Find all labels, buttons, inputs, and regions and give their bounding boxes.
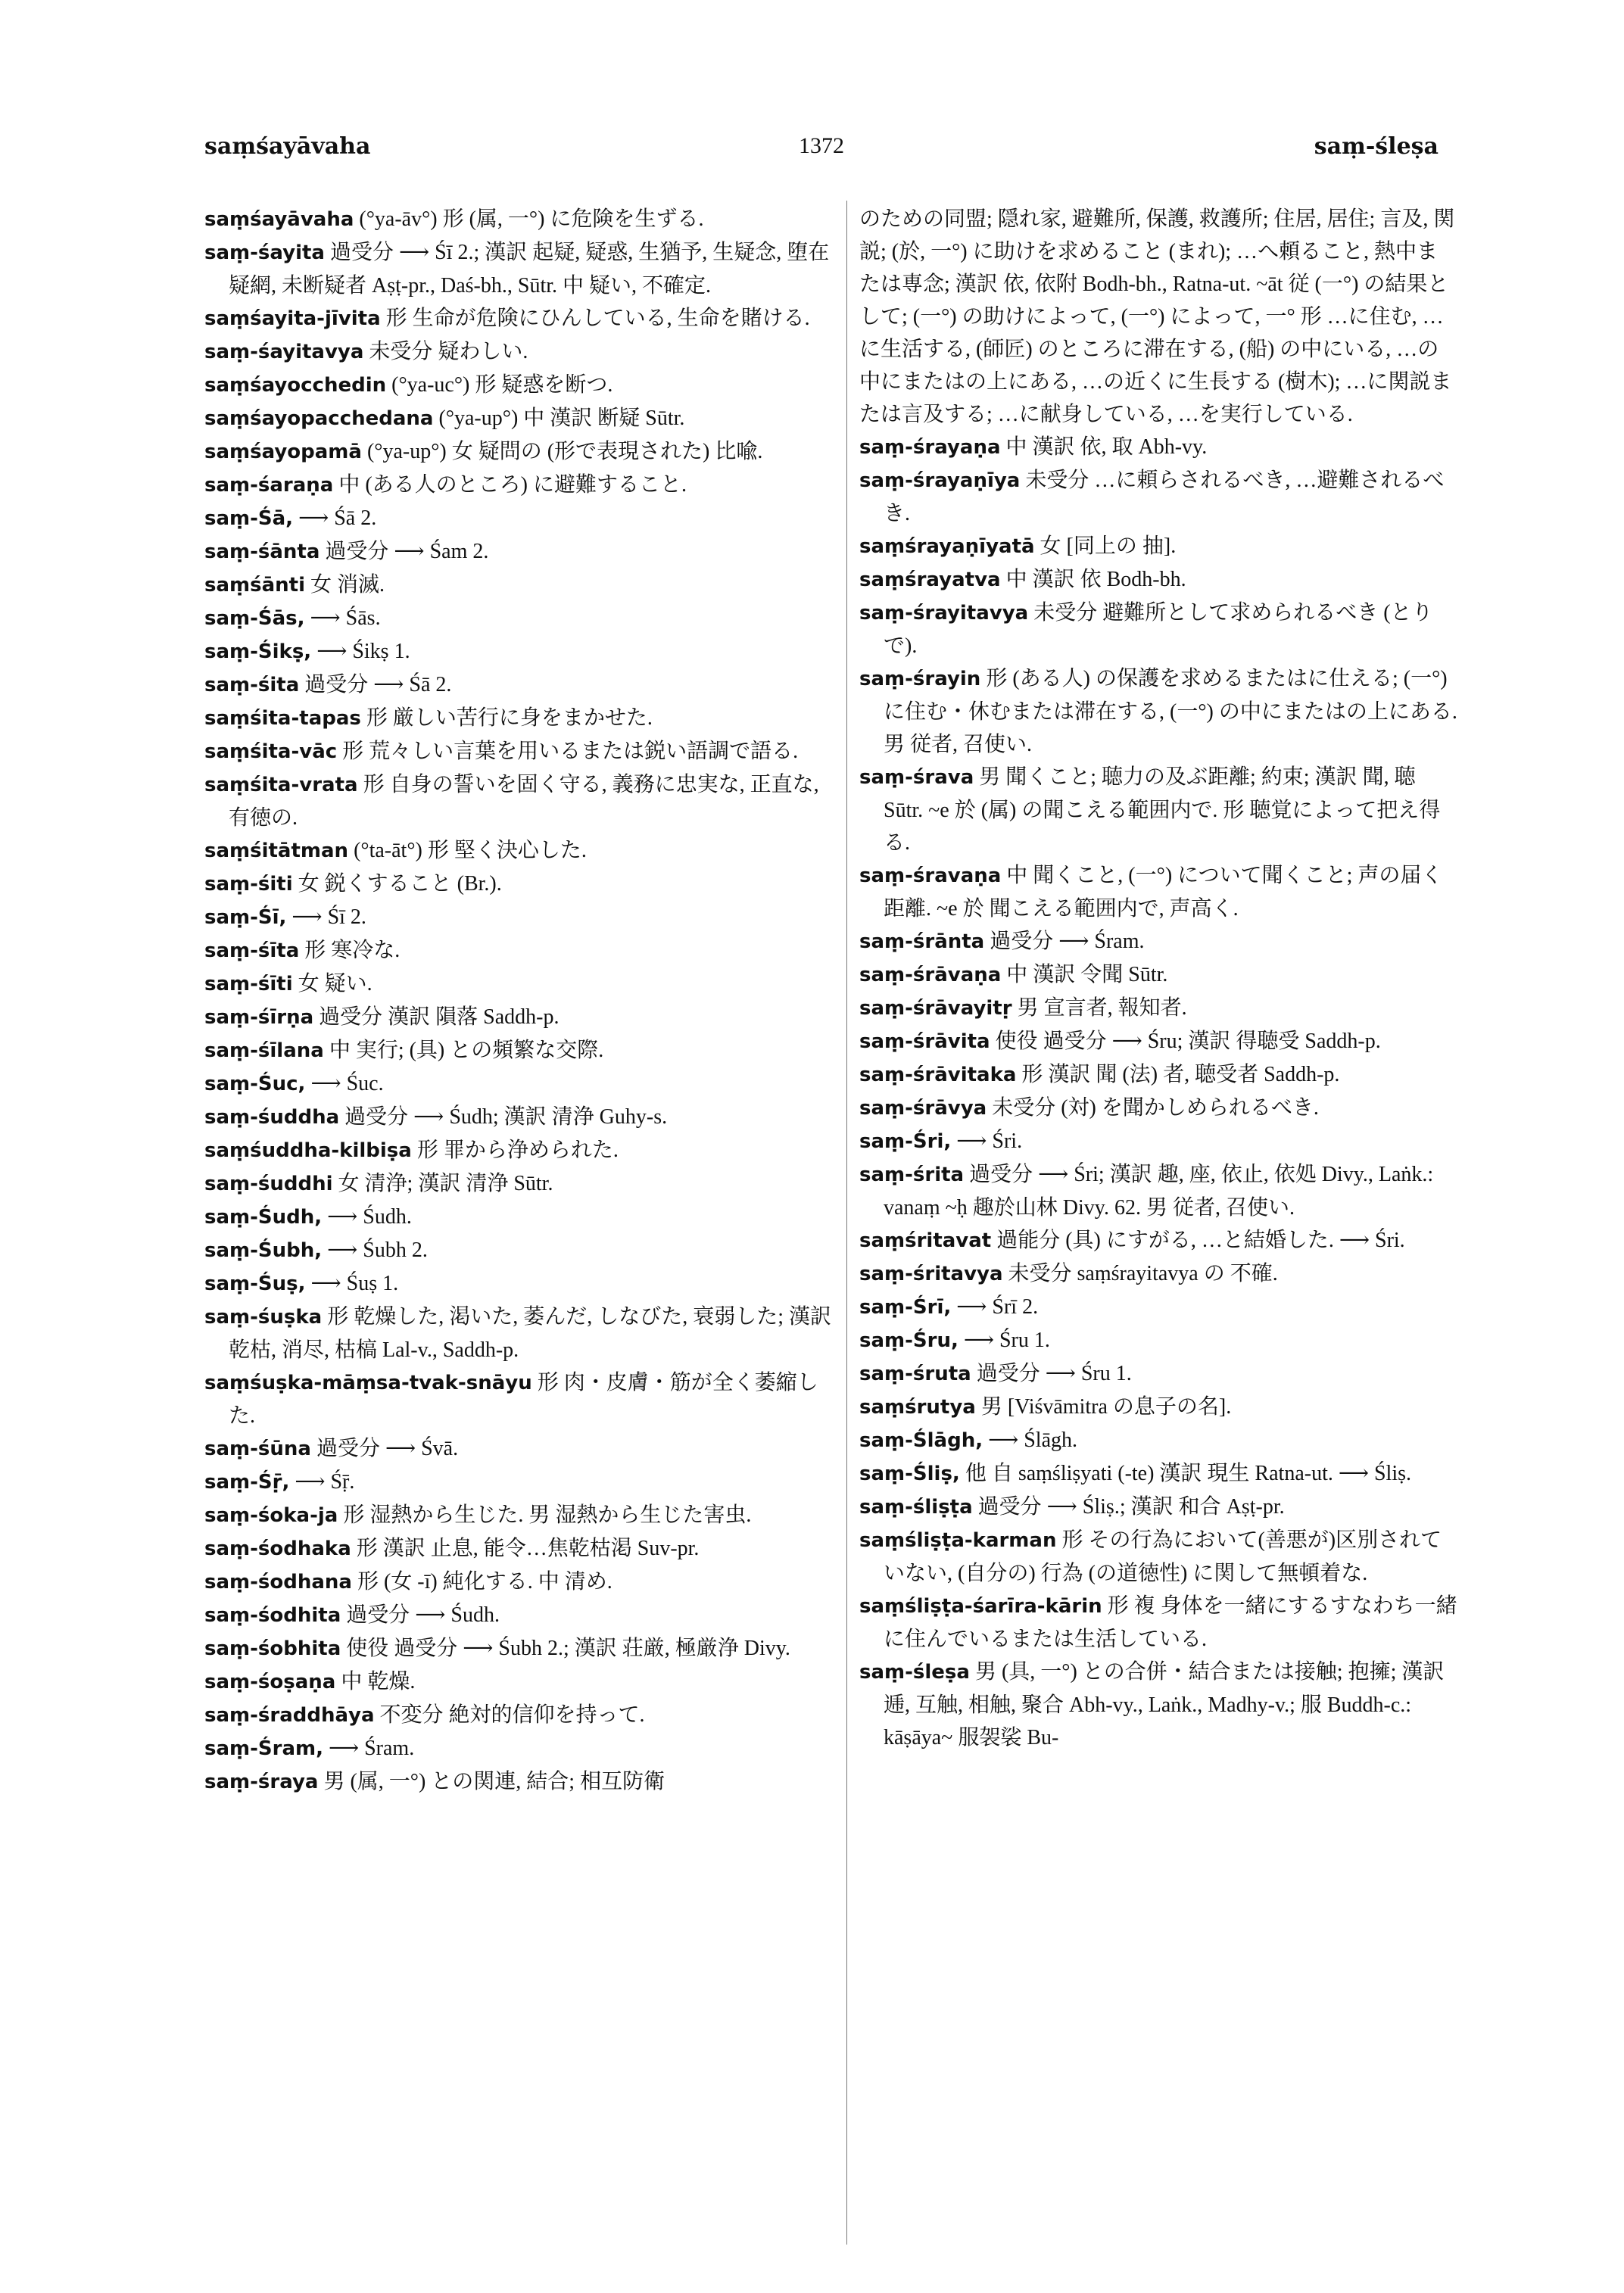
dictionary-entry: [859, 761, 1457, 859]
entry-headword: saṃ-śayitavya: [204, 341, 364, 363]
dictionary-entry: [204, 402, 844, 435]
entry-headword: saṃ-śodhaka: [204, 1537, 351, 1560]
entry-headword: saṃ-śobhita: [204, 1637, 341, 1660]
entry-definition: 中 聞くこと, (一°) について聞くこと; 声の届く距離. ~e 於 聞こえる範囲内で, 声高く.: [884, 864, 1443, 921]
entry-headword: saṃśrayaṇīyatā: [859, 535, 1035, 558]
entry-headword: saṃ-Śās,: [204, 607, 305, 630]
entry-headword: saṃśliṣṭa-śarīra-kārin: [859, 1595, 1102, 1618]
dictionary-entry: [204, 967, 844, 1001]
entry-definition: 形 乾燥した, 渇いた, 萎んだ, しなびた, 衰弱した; 漢訳 乾枯, 消尽, 枯槁 Lal-v., Saddh-p.: [229, 1305, 831, 1362]
entry-definition: ⟶ Śī 2.: [286, 905, 366, 929]
dictionary-entry: [859, 1092, 1457, 1125]
dictionary-entry: [204, 1632, 844, 1665]
dictionary-entry: [204, 1067, 844, 1101]
dictionary-entry: [859, 859, 1457, 925]
entry-headword: saṃśuddha-kilbiṣa: [204, 1139, 412, 1162]
entry-definition: 過受分 ⟶ Śri; 漢訳 趣, 座, 依止, 依処 Divy., Laṅk.: vanaṃ ~ḥ 趣於山林 Divy. 62. 男 従者, 召使い.: [884, 1163, 1434, 1220]
right-column: [859, 203, 1457, 1754]
entry-headword: saṃ-śrāvitaka: [859, 1064, 1017, 1086]
entry-definition: (°ya-āv°) 形 (属, 一°) に危険を生ずる.: [354, 207, 704, 231]
entry-definition: 女 疑い.: [292, 972, 372, 995]
entry-headword: saṃ-Śrī,: [859, 1296, 952, 1319]
dictionary-entry: [204, 1366, 844, 1432]
entry-headword: saṃ-śravaṇa: [859, 865, 1002, 887]
entry-definition: 男 聞くこと; 聴力の及ぶ距離; 約束; 漢訳 聞, 聴 Sūtr. ~e 於 (属) の聞こえる範囲内で. 形 聴覚によって把え得る.: [884, 765, 1441, 855]
entry-definition: ⟶ Śās.: [304, 606, 381, 630]
running-head-left: saṃśayāvaha: [204, 133, 371, 160]
entry-definition: 形 その行為において(善悪が)区別されていない, (自分の) 行為 (の道徳性) に関して無頓着な.: [884, 1528, 1442, 1585]
dictionary-entry: [204, 735, 844, 768]
entry-headword: saṃ-Śā,: [204, 507, 294, 530]
dictionary-entry: [204, 1732, 844, 1765]
dictionary-entry: [204, 602, 844, 635]
dictionary-entry: [859, 958, 1457, 992]
entry-definition: 過受分 ⟶ Śvā.: [310, 1437, 459, 1460]
dictionary-entry: [204, 635, 844, 668]
entry-headword: saṃśayopamā: [204, 441, 362, 463]
dictionary-entry: [859, 1424, 1457, 1457]
dictionary-entry: [859, 925, 1457, 958]
entry-definition: 過受分 漢訳 隕落 Saddh-p.: [313, 1005, 560, 1029]
dictionary-entry: [859, 1158, 1457, 1224]
entry-definition: 中 乾燥.: [335, 1670, 416, 1693]
page-header: [204, 133, 1439, 171]
entry-headword: saṃ-Śri,: [859, 1130, 952, 1153]
entry-definition: 使役 過受分 ⟶ Śubh 2.; 漢訳 荘厳, 極厳浄 Divy.: [341, 1637, 790, 1660]
dictionary-entry: [204, 203, 844, 236]
dictionary-entry: [204, 768, 844, 834]
entry-headword: saṃśānti: [204, 574, 305, 597]
entry-headword: saṃ-śraddhāya: [204, 1704, 375, 1727]
entry-headword: saṃśuṣka-māṃsa-tvak-snāyu: [204, 1372, 532, 1394]
entry-headword: saṃ-śānta: [204, 541, 320, 563]
entry-definition: 形 湿熱から生じた. 男 湿熱から生じた害虫.: [338, 1503, 752, 1527]
entry-headword: saṃ-Ślāgh,: [859, 1429, 983, 1452]
entry-headword: saṃ-śīrṇa: [204, 1006, 314, 1029]
entry-definition: 過受分 ⟶ Śā 2.: [299, 673, 452, 696]
dictionary-entry: [204, 435, 844, 469]
entry-headword: saṃ-śodhana: [204, 1571, 352, 1594]
dictionary-entry: [204, 868, 844, 901]
entry-headword: saṃ-śoka-ja: [204, 1504, 338, 1527]
right-column-entries: [859, 431, 1457, 1754]
entry-definition: ⟶ Śudh.: [322, 1205, 412, 1229]
entry-headword: saṃśita-vāc: [204, 740, 338, 763]
entry-headword: saṃ-Śuṣ,: [204, 1273, 306, 1295]
entry-headword: saṃ-Śubh,: [204, 1239, 323, 1262]
dictionary-entry: [859, 1491, 1457, 1524]
dictionary-entry: [204, 1167, 844, 1201]
dictionary-entry: [204, 302, 844, 335]
dictionary-entry: [859, 1590, 1457, 1656]
entry-definition: ⟶ Śubh 2.: [322, 1238, 428, 1262]
dictionary-entry: [204, 702, 844, 735]
dictionary-entry: [859, 464, 1457, 530]
dictionary-entry: [204, 535, 844, 569]
dictionary-entry: [859, 530, 1457, 563]
entry-definition: ⟶ Śrī 2.: [951, 1295, 1039, 1319]
entry-definition: (°ya-up°) 女 疑問の (形で表現された) 比喩.: [361, 440, 763, 463]
entry-headword: saṃ-śrāvayitṛ: [859, 997, 1012, 1020]
dictionary-entry: [204, 1499, 844, 1532]
entry-headword: saṃ-śruta: [859, 1363, 971, 1385]
dictionary-entry: [859, 1025, 1457, 1058]
entry-headword: saṃśrutya: [859, 1396, 976, 1419]
entry-headword: saṃ-śīta: [204, 939, 300, 962]
entry-definition: 使役 過受分 ⟶ Śru; 漢訳 得聴受 Saddh-p.: [990, 1030, 1381, 1053]
entry-headword: saṃ-Śṝ,: [204, 1471, 290, 1494]
dictionary-entry: [204, 569, 844, 602]
dictionary-entry: [204, 1532, 844, 1566]
entry-definition: 女 [同上の 抽].: [1034, 534, 1177, 558]
entry-headword: saṃ-śuddhi: [204, 1173, 333, 1195]
entry-headword: saṃ-Śikṣ,: [204, 640, 312, 663]
entry-definition: ⟶ Śikṣ 1.: [311, 640, 410, 663]
entry-definition: ⟶ Śri.: [951, 1129, 1023, 1153]
entry-definition: 過受分 ⟶ Śī 2.; 漢訳 起疑, 疑惑, 生猶予, 生疑念, 堕在疑網, 未断疑者 Aṣṭ-pr., Daś-bh., Sūtr. 中 疑い, 不確定.: [229, 241, 830, 298]
entry-definition: 形 自身の誓いを固く守る, 義務に忠実な, 正直な, 有徳の.: [229, 773, 819, 830]
entry-headword: saṃśayāvaha: [204, 208, 354, 231]
entry-definition: 過受分 ⟶ Śudh.: [341, 1603, 500, 1627]
entry-headword: saṃ-śritavya: [859, 1263, 1003, 1285]
dictionary-entry: [859, 1125, 1457, 1158]
entry-headword: saṃśitātman: [204, 840, 349, 862]
entry-definition: 形 (女 -ī) 純化する. 中 清め.: [351, 1570, 613, 1594]
entry-headword: saṃ-Śliṣ,: [859, 1463, 960, 1485]
dictionary-entry: [204, 1201, 844, 1234]
entry-headword: saṃ-śrāvya: [859, 1097, 987, 1120]
entry-headword: saṃ-śrayaṇa: [859, 436, 1001, 459]
entry-definition: 過受分 ⟶ Śam 2.: [320, 540, 489, 563]
entry-headword: saṃ-śleṣa: [859, 1661, 970, 1684]
entry-definition: 中 漢訳 令聞 Sūtr.: [1001, 963, 1168, 986]
dictionary-entry: [859, 1224, 1457, 1257]
page-number: 1372: [799, 133, 844, 158]
entry-definition: 男 (属, 一°) との関連, 結合; 相互防衛: [318, 1770, 665, 1793]
column-divider: [846, 201, 847, 2245]
entry-definition: 形 厳しい苦行に身をまかせた.: [360, 706, 653, 730]
entry-headword: saṃśita-tapas: [204, 707, 361, 730]
entry-definition: 形 荒々しい言葉を用いるまたは鋭い語調で語る.: [337, 740, 799, 763]
dictionary-entry: [204, 1665, 844, 1699]
entry-definition: 過受分 ⟶ Śliṣ.; 漢訳 和合 Aṣṭ-pr.: [972, 1495, 1285, 1519]
dictionary-entry: [204, 1466, 844, 1499]
dictionary-entry: [859, 431, 1457, 464]
dictionary-entry: [204, 469, 844, 502]
entry-headword: saṃ-śrayitavya: [859, 602, 1029, 625]
entry-headword: saṃśayopacchedana: [204, 407, 434, 430]
dictionary-entry: [204, 1234, 844, 1267]
entry-definition: 中 漢訳 依 Bodh-bh.: [1000, 568, 1186, 591]
entry-headword: saṃ-śrānta: [859, 930, 985, 953]
entry-headword: saṃ-śrayaṇīya: [859, 469, 1021, 492]
dictionary-entry: [204, 1034, 844, 1067]
entry-definition: 中 (ある人のところ) に避難すること.: [333, 473, 687, 497]
entry-definition: 過受分 ⟶ Śram.: [984, 930, 1145, 953]
entry-definition: 過受分 ⟶ Śudh; 漢訳 清浄 Guhy-s.: [339, 1105, 668, 1129]
entry-definition: ⟶ Śuṣ 1.: [305, 1272, 399, 1295]
entry-definition: 中 漢訳 依, 取 Abh-vy.: [1000, 435, 1208, 459]
entry-definition: 形 (ある人) の保護を求めるまたはに仕える; (一°) に住む・休むまたは滞在する, (一°) の中にまたはの上にある. 男 従者, 召使い.: [884, 667, 1457, 756]
dictionary-entry: [859, 597, 1457, 662]
entry-definition: 女 消滅.: [304, 573, 385, 597]
entry-headword: saṃ-śuṣka: [204, 1306, 323, 1329]
dictionary-entry: [859, 1391, 1457, 1424]
entry-headword: saṃ-śodhita: [204, 1604, 341, 1627]
entry-definition: 男 [Viśvāmitra の息子の名].: [975, 1395, 1232, 1419]
dictionary-entry: [859, 1257, 1457, 1291]
entry-definition: ⟶ Śā 2.: [293, 506, 377, 530]
entry-definition: 形 肉・皮膚・筋が全く萎縮した.: [229, 1371, 818, 1428]
entry-headword: saṃ-Śudh,: [204, 1206, 323, 1229]
entry-definition: 過受分 ⟶ Śru 1.: [971, 1362, 1132, 1385]
dictionary-entry: [204, 236, 844, 302]
entry-definition: 他 自 saṃśliṣyati (-te) 漢訳 現生 Ratna-ut. ⟶ Śliṣ.: [959, 1462, 1412, 1485]
entry-headword: saṃ-śrāvaṇa: [859, 964, 1002, 986]
dictionary-entry: [859, 1457, 1457, 1491]
entry-definition: 形 漢訳 聞 (法) 者, 聴受者 Saddh-p.: [1016, 1063, 1340, 1086]
dictionary-entry: [204, 901, 844, 934]
entry-definition: 形 罪から浄められた.: [411, 1139, 619, 1162]
entry-headword: saṃ-śuddha: [204, 1106, 340, 1129]
dictionary-entry: [204, 934, 844, 967]
dictionary-entry: [859, 1357, 1457, 1391]
dictionary-entry: [204, 1566, 844, 1599]
entry-definition: ⟶ Śuc.: [305, 1072, 384, 1095]
entry-definition: 形 寒冷な.: [299, 939, 401, 962]
entry-definition: ⟶ Śru 1.: [958, 1329, 1050, 1352]
entry-definition: ⟶ Śram.: [323, 1737, 415, 1760]
dictionary-entry: [859, 1524, 1457, 1590]
dictionary-entry: [204, 668, 844, 702]
dictionary-entry: [859, 992, 1457, 1025]
dictionary-entry: [204, 502, 844, 535]
entry-definition: 男 (具, 一°) との合併・結合または接触; 抱擁; 漢訳 逓, 互触, 相触, 聚合 Abh-vy., Laṅk., Madhy-v.; 服 Buddh-c.: kāṣāya~ 服袈裟 Bu-: [884, 1660, 1445, 1749]
entry-headword: saṃ-śrāvita: [859, 1030, 990, 1053]
entry-definition: 未受分 …に頼らされるべき, …避難されるべき.: [884, 469, 1445, 525]
entry-definition: (°ya-up°) 中 漢訳 断疑 Sūtr.: [433, 407, 685, 430]
entry-headword: saṃ-Śī,: [204, 906, 287, 929]
entry-definition: 形 生命が危険にひんしている, 生命を賭ける.: [380, 307, 810, 330]
entry-headword: saṃ-śīlana: [204, 1039, 324, 1062]
dictionary-entry: [204, 1599, 844, 1632]
dictionary-entry: [204, 1267, 844, 1301]
entry-definition: ⟶ Śṝ.: [289, 1470, 355, 1494]
entry-headword: saṃ-śrita: [859, 1164, 965, 1186]
entry-definition: 女 清浄; 漢訳 清浄 Sūtr.: [332, 1172, 553, 1195]
dictionary-entry: [859, 1324, 1457, 1357]
entry-headword: saṃ-śūna: [204, 1438, 311, 1460]
entry-definition: 過能分 (具) にすがる, …と結婚した. ⟶ Śri.: [991, 1229, 1405, 1252]
dictionary-entry: [204, 1699, 844, 1732]
entry-headword: saṃśritavat: [859, 1229, 992, 1252]
entry-headword: saṃ-śita: [204, 674, 300, 696]
entry-definition: 未受分 避難所として求められるべき (とりで).: [884, 601, 1433, 658]
entry-definition: (°ya-uc°) 形 疑惑を断つ.: [386, 373, 613, 397]
dictionary-entry: [859, 1291, 1457, 1324]
entry-headword: saṃ-Śuc,: [204, 1073, 306, 1095]
entry-definition: 女 鋭くすること (Br.).: [292, 872, 502, 896]
entry-headword: saṃ-Śru,: [859, 1329, 959, 1352]
entry-headword: saṃ-śraya: [204, 1771, 319, 1793]
left-column: [204, 203, 844, 1799]
entry-definition: 中 実行; (具) との頻繁な交際.: [323, 1039, 604, 1062]
continued-entry-text: のための同盟; 隠れ家, 避難所, 保護, 救護所; 住居, 居住; 言及, 関説; (於, 一°) に助けを求めること (まれ); …へ頼ること, 熱中または専念; 漢訳 依, 依附 Bodh-bh., Ratna-ut. ~āt 従 (一°) の結果として; (一°) の助けによって, (一°) によって, 一° 形 …に住む, …に生活する, (師匠) のところに滞在する, (船) の中にいる, …の中にまたはの上にある, …の近くに生長する (樹木); …に関説または言及する; …に献身している, …を実行している.: [859, 207, 1455, 426]
dictionary-entry: [204, 1134, 844, 1167]
entry-headword: saṃ-śliṣṭa: [859, 1496, 973, 1519]
running-head-right: saṃ-śleṣa: [1314, 133, 1439, 160]
entry-headword: saṃ-śīti: [204, 973, 293, 995]
dictionary-entry: [859, 563, 1457, 597]
entry-headword: saṃ-Śram,: [204, 1737, 323, 1760]
dictionary-entry: [859, 1656, 1457, 1754]
entry-headword: saṃ-śrava: [859, 766, 974, 789]
entry-headword: saṃśayita-jīvita: [204, 307, 381, 330]
entry-headword: saṃ-śoṣaṇa: [204, 1671, 336, 1693]
entry-definition: ⟶ Ślāgh.: [983, 1428, 1078, 1452]
entry-definition: 形 漢訳 止息, 能令…焦乾枯渇 Suv-pr.: [351, 1537, 700, 1560]
entry-headword: saṃ-śayita: [204, 241, 325, 264]
dictionary-entry: [204, 1765, 844, 1799]
entry-headword: saṃ-śaraṇa: [204, 474, 334, 497]
dictionary-entry: [859, 1058, 1457, 1092]
entry-definition: 不変分 絶対的信仰を持って.: [374, 1703, 645, 1727]
dictionary-entry: [204, 1301, 844, 1366]
entry-headword: saṃśrayatva: [859, 569, 1001, 591]
entry-definition: 形 複 身体を一緒にするすなわち一緒に住んでいるまたは生活している.: [884, 1594, 1457, 1651]
entry-definition: (°ta-āt°) 形 堅く決心した.: [348, 839, 587, 862]
dictionary-entry: [204, 369, 844, 402]
dictionary-entry: [859, 662, 1457, 761]
entry-headword: saṃśayocchedin: [204, 374, 387, 397]
entry-headword: saṃśita-vrata: [204, 774, 358, 796]
entry-definition: 未受分 疑わしい.: [363, 340, 528, 363]
dictionary-entry: [204, 1101, 844, 1134]
dictionary-entry: [204, 834, 844, 868]
entry-definition: 未受分 saṃśrayitavya の 不確.: [1002, 1262, 1278, 1285]
entry-headword: saṃ-śiti: [204, 873, 293, 896]
entry-definition: 男 宣言者, 報知者.: [1011, 996, 1187, 1020]
entry-definition: 未受分 (対) を聞かしめられるべき.: [987, 1096, 1319, 1120]
dictionary-entry: [204, 335, 844, 369]
dictionary-entry: [204, 1001, 844, 1034]
entry-headword: saṃ-śrayin: [859, 668, 981, 690]
dictionary-entry: [204, 1432, 844, 1466]
entry-headword: saṃśliṣṭa-karman: [859, 1529, 1057, 1552]
